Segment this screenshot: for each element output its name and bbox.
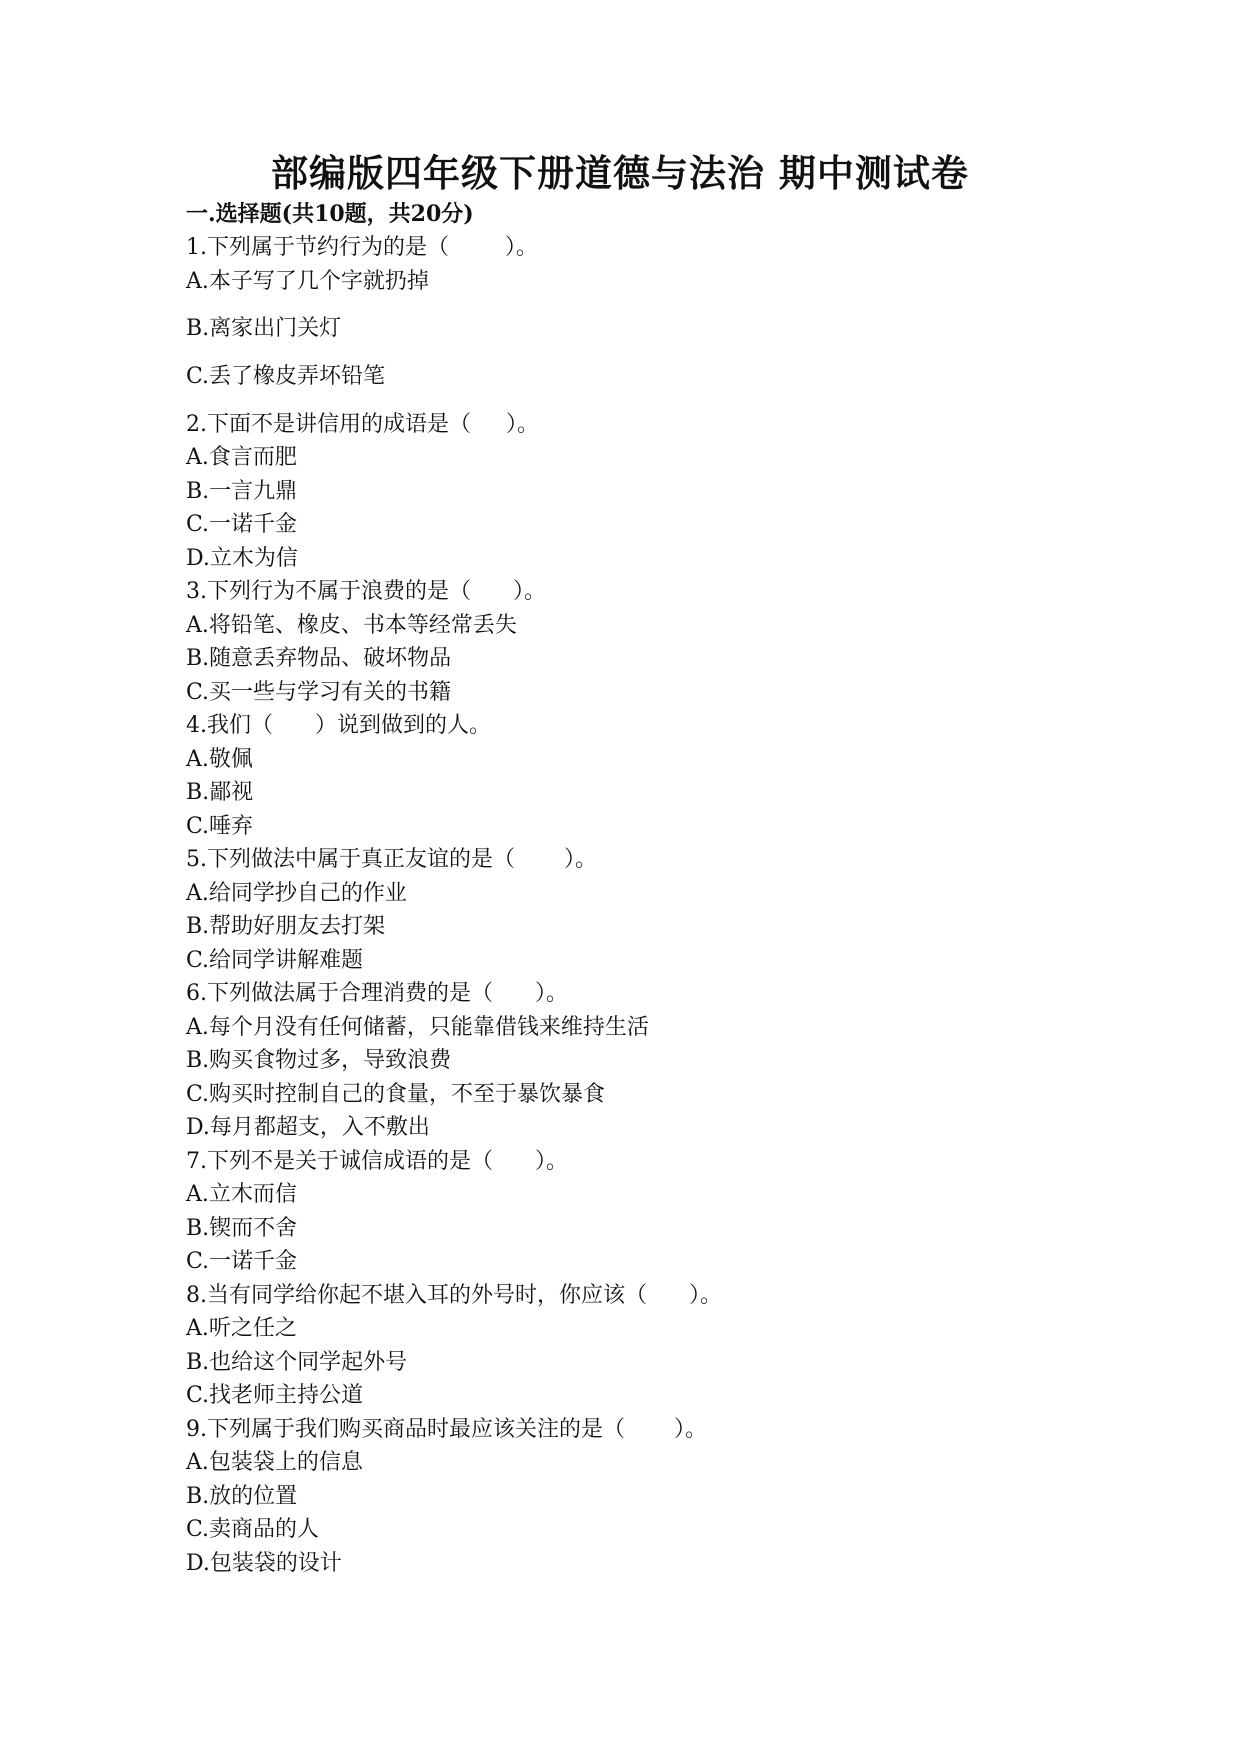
option-c: C.卖商品的人 [186,1517,320,1542]
option-a: A.将铅笔、橡皮、书本等经常丢失 [186,612,517,638]
option-c: C.给同学讲解难题 [186,947,364,973]
option-b: B.也给这个同学起外号 [186,1349,408,1375]
option-d: D.包装袋的设计 [186,1550,342,1576]
option-a: A.食言而肥 [186,445,297,470]
question-stem: 7.下列不是关于诚信成语的是（ ）。 [186,1148,568,1174]
option-b: B.购买食物过多，导致浪费 [186,1048,452,1073]
option-c: C.买一些与学习有关的书籍 [186,679,452,705]
option-c: C.找老师主持公道 [186,1383,364,1408]
section-heading: 一.选择题(共10题，共20分) [186,201,474,227]
question-3 [186,575,1146,709]
question-stem: 6.下列做法属于合理消费的是（ ）。 [186,981,568,1006]
question-stem: 2.下面不是讲信用的成语是（ ）。 [186,411,539,437]
option-b: B.帮助好朋友去打架 [186,914,386,939]
option-a: A.本子写了几个字就扔掉 [186,268,429,294]
option-a: A.立木而信 [186,1182,297,1207]
option-b: B.锲而不舍 [186,1215,298,1241]
option-c: C.一诺千金 [186,1249,298,1274]
option-b: B.鄙视 [186,780,254,805]
question-8 [186,1279,1146,1413]
question-6 [186,977,1146,1145]
option-a: A.每个月没有任何储蓄，只能靠借钱来维持生活 [186,1014,649,1040]
option-a: A.包装袋上的信息 [186,1450,363,1475]
question-7 [186,1145,1146,1279]
question-stem: 9.下列属于我们购买商品时最应该关注的是（ ）。 [186,1416,707,1442]
option-b: B.一言九鼎 [186,478,298,504]
question-stem: 8.当有同学给你起不堪入耳的外号时，你应该（ ）。 [186,1282,722,1308]
option-b: B.随意丢弃物品、破坏物品 [186,646,452,671]
option-d: D.每月都超支，入不敷出 [186,1115,430,1140]
option-d: D.立木为信 [186,545,298,571]
question-section [186,197,1146,1580]
question-5 [186,843,1146,977]
question-stem: 5.下列做法中属于真正友谊的是（ ）。 [186,847,597,872]
question-1 [186,231,1146,408]
question-2 [186,408,1146,576]
option-a: A.敬佩 [186,746,253,772]
option-c: C.购买时控制自己的食量，不至于暴饮暴食 [186,1081,606,1107]
option-c: C.一诺千金 [186,512,298,537]
option-a: A.给同学抄自己的作业 [186,880,407,906]
question-stem: 1.下列属于节约行为的是（ ）。 [186,235,538,260]
option-b: B.放的位置 [186,1483,298,1509]
option-c: C.唾弃 [186,813,254,839]
exam-title: 部编版四年级下册道德与法治 期中测试卷 [271,151,969,195]
question-9 [186,1413,1146,1581]
option-c: C.丢了橡皮弄坏铅笔 [186,363,386,389]
question-stem: 3.下列行为不属于浪费的是（ ）。 [186,579,546,604]
question-4 [186,709,1146,843]
question-stem: 4.我们（ ）说到做到的人。 [186,713,491,738]
option-b: B.离家出门关灯 [186,316,342,341]
option-a: A.听之任之 [186,1316,297,1341]
